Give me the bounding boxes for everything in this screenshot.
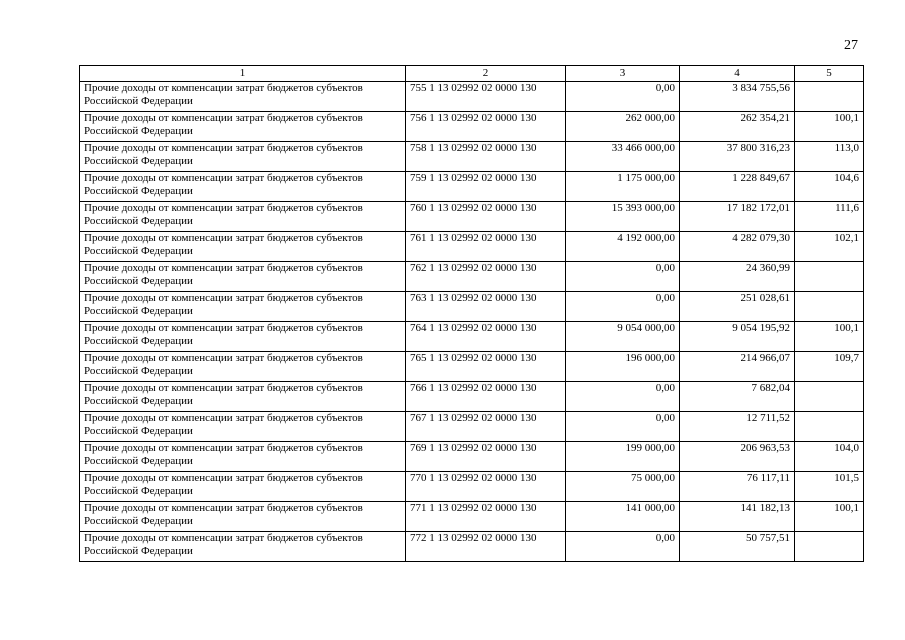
execution-percent-cell: 104,0 (795, 442, 864, 472)
income-name-cell: Прочие доходы от компенсации затрат бюджетов субъектов Российской Федерации (80, 202, 406, 232)
planned-amount-cell: 75 000,00 (566, 472, 680, 502)
column-header: 1 (80, 66, 406, 82)
table-row (80, 322, 864, 352)
planned-amount-cell: 141 000,00 (566, 502, 680, 532)
income-name-cell: Прочие доходы от компенсации затрат бюджетов субъектов Российской Федерации (80, 382, 406, 412)
execution-percent-cell (795, 382, 864, 412)
budget-code-cell: 758 1 13 02992 02 0000 130 (406, 142, 566, 172)
income-name-cell: Прочие доходы от компенсации затрат бюджетов субъектов Российской Федерации (80, 112, 406, 142)
table-row (80, 82, 864, 112)
income-name-cell: Прочие доходы от компенсации затрат бюджетов субъектов Российской Федерации (80, 472, 406, 502)
actual-amount-cell: 3 834 755,56 (680, 82, 795, 112)
budget-code-cell: 756 1 13 02992 02 0000 130 (406, 112, 566, 142)
income-name-cell: Прочие доходы от компенсации затрат бюджетов субъектов Российской Федерации (80, 82, 406, 112)
income-name-cell: Прочие доходы от компенсации затрат бюджетов субъектов Российской Федерации (80, 442, 406, 472)
planned-amount-cell: 0,00 (566, 532, 680, 562)
income-name-cell: Прочие доходы от компенсации затрат бюджетов субъектов Российской Федерации (80, 322, 406, 352)
budget-code-cell: 772 1 13 02992 02 0000 130 (406, 532, 566, 562)
income-name-cell: Прочие доходы от компенсации затрат бюджетов субъектов Российской Федерации (80, 532, 406, 562)
table-row (80, 442, 864, 472)
execution-percent-cell: 100,1 (795, 322, 864, 352)
execution-percent-cell: 104,6 (795, 172, 864, 202)
page-number: 27 (844, 38, 858, 53)
execution-percent-cell (795, 262, 864, 292)
planned-amount-cell: 199 000,00 (566, 442, 680, 472)
planned-amount-cell: 0,00 (566, 262, 680, 292)
actual-amount-cell: 4 282 079,30 (680, 232, 795, 262)
budget-code-cell: 761 1 13 02992 02 0000 130 (406, 232, 566, 262)
planned-amount-cell: 262 000,00 (566, 112, 680, 142)
income-name-cell: Прочие доходы от компенсации затрат бюджетов субъектов Российской Федерации (80, 352, 406, 382)
execution-percent-cell: 102,1 (795, 232, 864, 262)
budget-code-cell: 765 1 13 02992 02 0000 130 (406, 352, 566, 382)
execution-percent-cell (795, 292, 864, 322)
budget-code-cell: 763 1 13 02992 02 0000 130 (406, 292, 566, 322)
budget-code-cell: 770 1 13 02992 02 0000 130 (406, 472, 566, 502)
execution-percent-cell: 100,1 (795, 112, 864, 142)
income-name-cell: Прочие доходы от компенсации затрат бюджетов субъектов Российской Федерации (80, 232, 406, 262)
table-row (80, 472, 864, 502)
column-header: 5 (795, 66, 864, 82)
income-name-cell: Прочие доходы от компенсации затрат бюджетов субъектов Российской Федерации (80, 262, 406, 292)
planned-amount-cell: 9 054 000,00 (566, 322, 680, 352)
column-header: 3 (566, 66, 680, 82)
table-row (80, 382, 864, 412)
column-header: 4 (680, 66, 795, 82)
table-row (80, 112, 864, 142)
actual-amount-cell: 206 963,53 (680, 442, 795, 472)
planned-amount-cell: 1 175 000,00 (566, 172, 680, 202)
table-body (80, 82, 864, 562)
table-row (80, 412, 864, 442)
actual-amount-cell: 12 711,52 (680, 412, 795, 442)
income-name-cell: Прочие доходы от компенсации затрат бюджетов субъектов Российской Федерации (80, 142, 406, 172)
execution-percent-cell: 113,0 (795, 142, 864, 172)
table-row (80, 532, 864, 562)
planned-amount-cell: 196 000,00 (566, 352, 680, 382)
planned-amount-cell: 0,00 (566, 412, 680, 442)
table-row (80, 232, 864, 262)
budget-code-cell: 767 1 13 02992 02 0000 130 (406, 412, 566, 442)
budget-code-cell: 771 1 13 02992 02 0000 130 (406, 502, 566, 532)
budget-code-cell: 755 1 13 02992 02 0000 130 (406, 82, 566, 112)
actual-amount-cell: 141 182,13 (680, 502, 795, 532)
table-row (80, 502, 864, 532)
actual-amount-cell: 214 966,07 (680, 352, 795, 382)
budget-code-cell: 760 1 13 02992 02 0000 130 (406, 202, 566, 232)
actual-amount-cell: 17 182 172,01 (680, 202, 795, 232)
execution-percent-cell: 101,5 (795, 472, 864, 502)
actual-amount-cell: 37 800 316,23 (680, 142, 795, 172)
table-header (80, 66, 864, 82)
header-row (80, 66, 864, 82)
planned-amount-cell: 0,00 (566, 292, 680, 322)
actual-amount-cell: 50 757,51 (680, 532, 795, 562)
table-row (80, 292, 864, 322)
execution-percent-cell: 100,1 (795, 502, 864, 532)
table-row (80, 142, 864, 172)
column-header: 2 (406, 66, 566, 82)
table-row (80, 352, 864, 382)
actual-amount-cell: 9 054 195,92 (680, 322, 795, 352)
execution-percent-cell: 109,7 (795, 352, 864, 382)
planned-amount-cell: 0,00 (566, 82, 680, 112)
table-row (80, 202, 864, 232)
budget-code-cell: 764 1 13 02992 02 0000 130 (406, 322, 566, 352)
planned-amount-cell: 4 192 000,00 (566, 232, 680, 262)
table-row (80, 172, 864, 202)
revenue-table (79, 65, 864, 562)
budget-code-cell: 762 1 13 02992 02 0000 130 (406, 262, 566, 292)
actual-amount-cell: 24 360,99 (680, 262, 795, 292)
budget-code-cell: 769 1 13 02992 02 0000 130 (406, 442, 566, 472)
income-name-cell: Прочие доходы от компенсации затрат бюджетов субъектов Российской Федерации (80, 292, 406, 322)
budget-code-cell: 766 1 13 02992 02 0000 130 (406, 382, 566, 412)
budget-code-cell: 759 1 13 02992 02 0000 130 (406, 172, 566, 202)
table-row (80, 262, 864, 292)
planned-amount-cell: 33 466 000,00 (566, 142, 680, 172)
execution-percent-cell: 111,6 (795, 202, 864, 232)
actual-amount-cell: 7 682,04 (680, 382, 795, 412)
actual-amount-cell: 1 228 849,67 (680, 172, 795, 202)
execution-percent-cell (795, 532, 864, 562)
income-name-cell: Прочие доходы от компенсации затрат бюджетов субъектов Российской Федерации (80, 172, 406, 202)
planned-amount-cell: 0,00 (566, 382, 680, 412)
execution-percent-cell (795, 412, 864, 442)
planned-amount-cell: 15 393 000,00 (566, 202, 680, 232)
actual-amount-cell: 76 117,11 (680, 472, 795, 502)
actual-amount-cell: 262 354,21 (680, 112, 795, 142)
actual-amount-cell: 251 028,61 (680, 292, 795, 322)
execution-percent-cell (795, 82, 864, 112)
income-name-cell: Прочие доходы от компенсации затрат бюджетов субъектов Российской Федерации (80, 412, 406, 442)
income-name-cell: Прочие доходы от компенсации затрат бюджетов субъектов Российской Федерации (80, 502, 406, 532)
